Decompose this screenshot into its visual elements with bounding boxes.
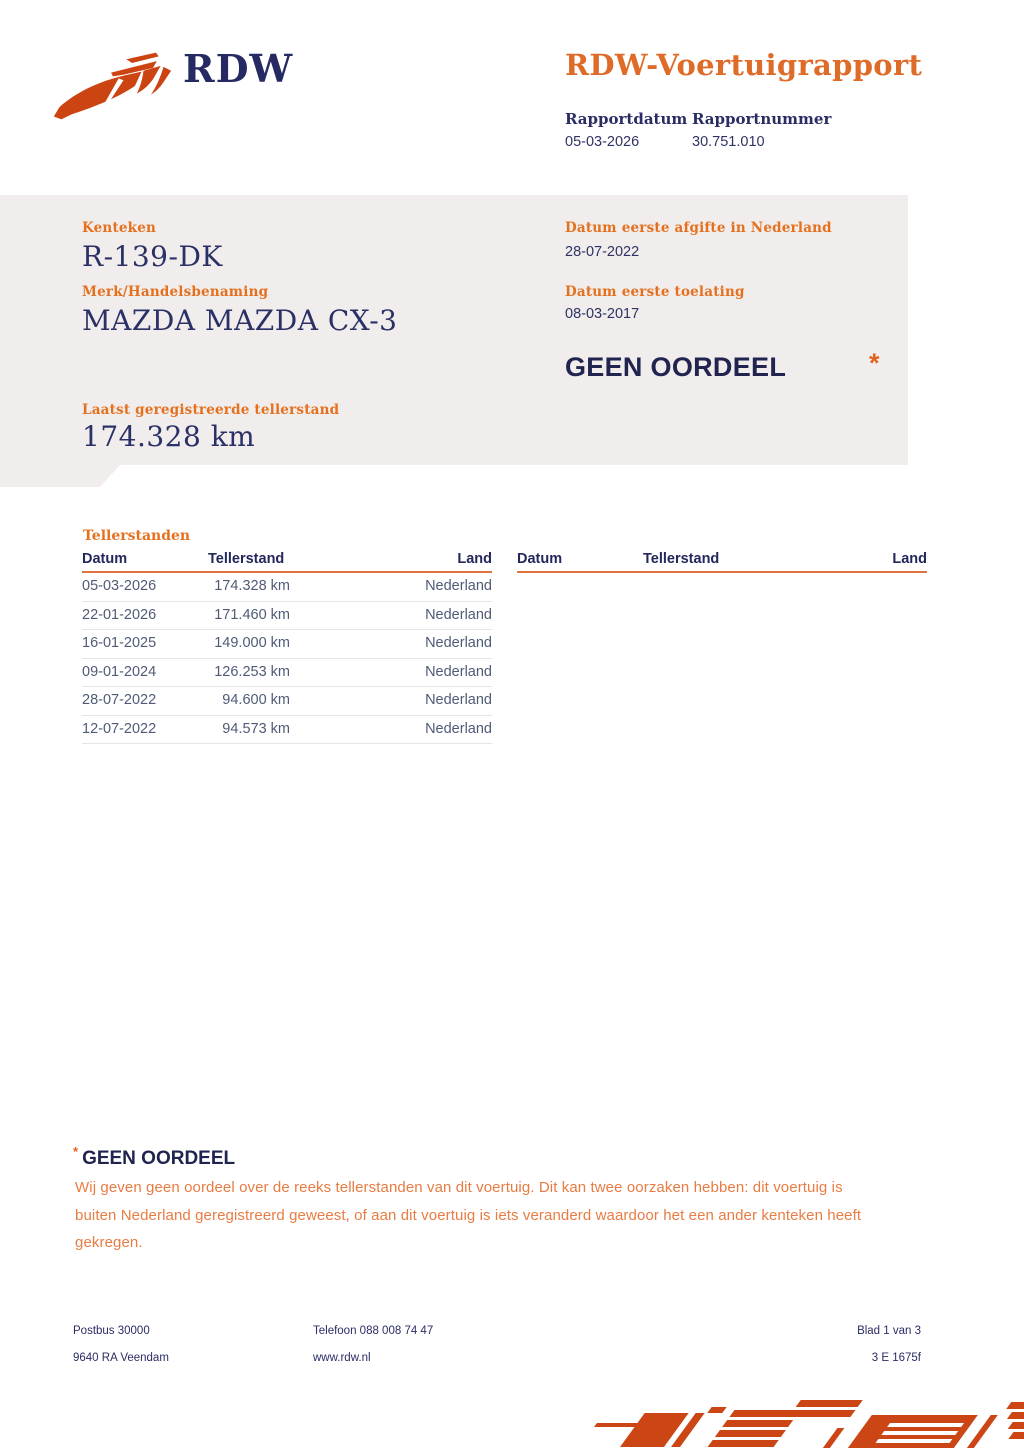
toelating-label: Datum eerste toelating	[565, 284, 745, 300]
report-number-label: Rapportnummer	[692, 110, 832, 128]
column-header-datum: Datum	[517, 551, 563, 567]
afgifte-label: Datum eerste afgifte in Nederland	[565, 220, 832, 236]
footer-address-line2: 9640 RA Veendam	[73, 1352, 169, 1364]
cell-datum: 28-07-2022	[82, 692, 157, 708]
table-row	[82, 659, 492, 688]
cell-datum: 12-07-2022	[82, 720, 157, 737]
report-date-label: Rapportdatum	[565, 110, 688, 128]
column-header-tellerstand: Tellerstand	[643, 551, 720, 567]
column-header-land: Land	[457, 551, 492, 567]
cell-land: Nederland	[425, 578, 492, 594]
footer-stripes-graphic	[584, 1390, 1024, 1449]
table-header-row	[517, 551, 927, 573]
cell-land: Nederland	[425, 692, 492, 708]
cell-tellerstand: 171.460 km	[214, 606, 290, 623]
table-row	[82, 716, 492, 745]
footer-address-line1: Postbus 30000	[73, 1325, 150, 1337]
footer-page-number: Blad 1 van 3	[857, 1325, 921, 1337]
verdict-text: GEEN OORDEEL	[565, 352, 787, 382]
report-number-value: 30.751.010	[692, 134, 765, 150]
footnote-title: GEEN OORDEEL	[82, 1148, 236, 1169]
cell-datum: 22-01-2026	[82, 606, 157, 623]
footnote-text: Wij geven geen oordeel over de reeks tellerstanden van dit voertuig. Dit kan twee oorzaken hebben: dit voertuig is buiten Nederland geregistreerd geweest, of aan dit voertuig is iets veranderd waardoor het een ander kenteken heeft gekregen.	[75, 1179, 862, 1251]
footer-website[interactable]: www.rdw.nl	[313, 1352, 371, 1364]
cell-tellerstand: 174.328 km	[214, 578, 290, 594]
table-row	[82, 687, 492, 716]
column-header-tellerstand: Tellerstand	[208, 551, 285, 567]
merk-label: Merk/Handelsbenaming	[82, 284, 269, 300]
table-title: Tellerstanden	[83, 528, 191, 544]
cell-land: Nederland	[425, 606, 492, 623]
table-row	[82, 573, 492, 602]
table-row	[82, 602, 492, 631]
odometer-table-right	[517, 551, 927, 573]
report-date-value: 05-03-2026	[565, 134, 640, 150]
merk-value: MAZDA MAZDA CX-3	[82, 304, 398, 337]
column-header-datum: Datum	[82, 551, 128, 567]
logo-wordmark: RDW	[183, 46, 294, 91]
table-row	[82, 630, 492, 659]
cell-tellerstand: 94.573 km	[222, 720, 290, 737]
cell-datum: 05-03-2026	[82, 578, 157, 594]
page-title: RDW-Voertuigrapport	[565, 48, 923, 82]
cell-datum: 09-01-2024	[82, 663, 157, 680]
kenteken-value: R-139-DK	[82, 240, 223, 273]
footnote-heading	[73, 1144, 235, 1170]
cell-datum: 16-01-2025	[82, 635, 157, 651]
footer-form-code: 3 E 1675f	[871, 1352, 921, 1364]
footer-phone: Telefoon 088 008 74 47	[313, 1325, 434, 1337]
afgifte-value: 28-07-2022	[565, 244, 640, 260]
rdw-logo-icon	[50, 46, 174, 124]
table-header-row	[82, 551, 492, 573]
cell-tellerstand: 94.600 km	[222, 692, 290, 708]
odometer-table-left	[82, 551, 492, 744]
column-header-land: Land	[892, 551, 927, 567]
cell-tellerstand: 126.253 km	[214, 663, 290, 680]
cell-land: Nederland	[425, 720, 492, 737]
cell-tellerstand: 149.000 km	[214, 635, 290, 651]
verdict-asterisk: *	[869, 348, 880, 378]
tellerstand-label: Laatst geregistreerde tellerstand	[82, 402, 340, 418]
tellerstand-value: 174.328 km	[82, 420, 256, 453]
footnote-asterisk: *	[73, 1144, 79, 1159]
kenteken-label: Kenteken	[82, 220, 157, 236]
toelating-value: 08-03-2017	[565, 306, 640, 322]
cell-land: Nederland	[425, 635, 492, 651]
cell-land: Nederland	[425, 663, 492, 680]
